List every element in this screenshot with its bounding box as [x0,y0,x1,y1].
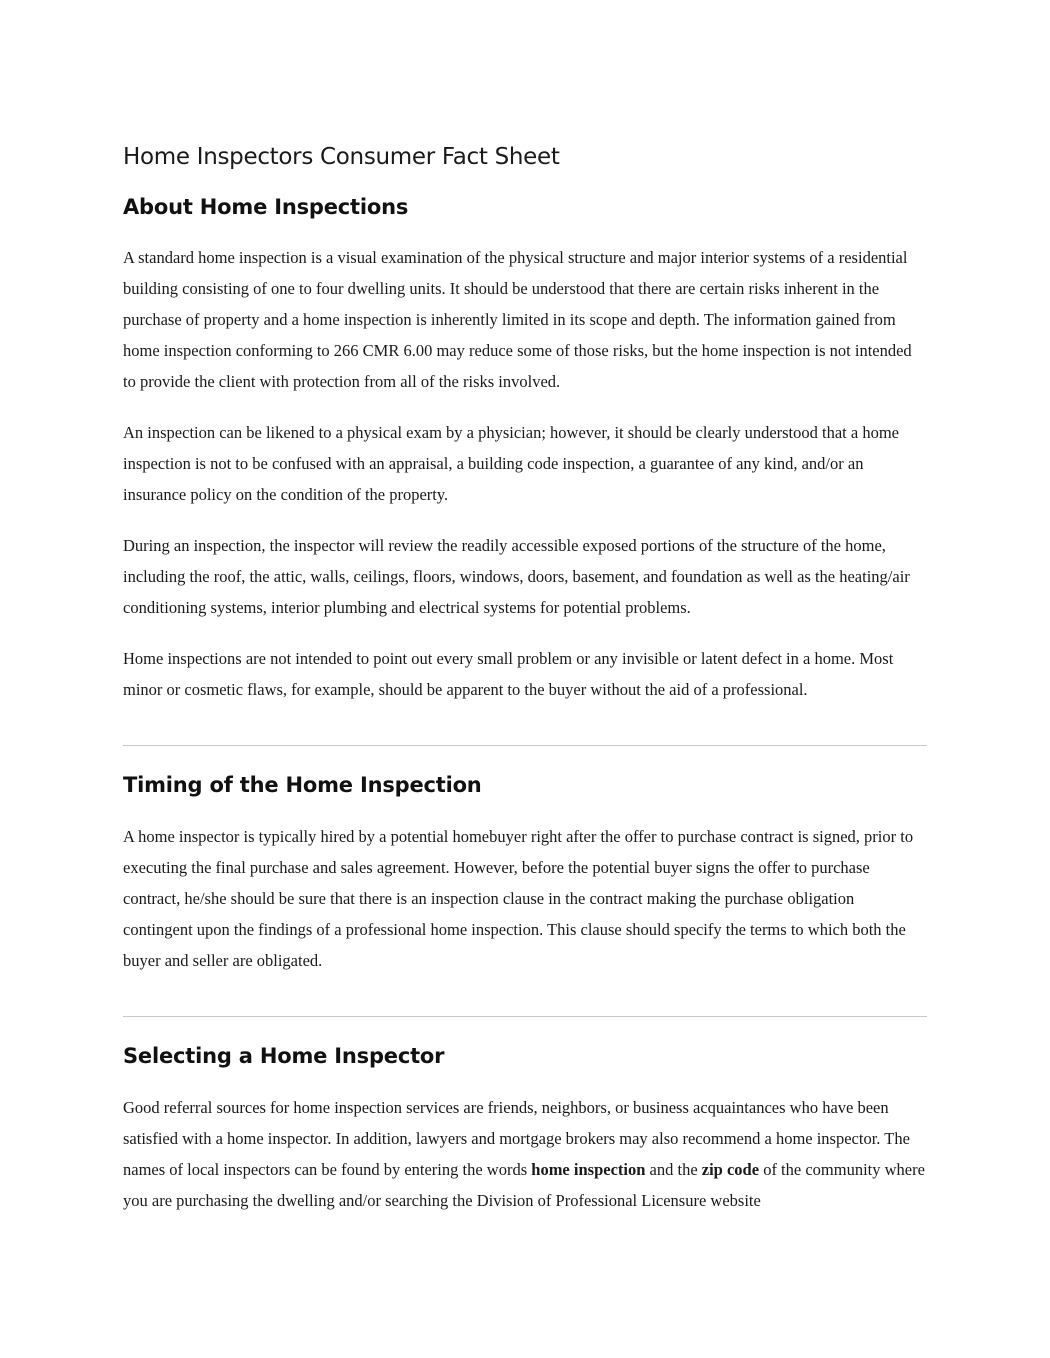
about-paragraph-2: An inspection can be likened to a physical exam by a physician; however, it should be clearly understood that a home inspection is not to be confused with an appraisal, a building code inspection, a guarantee of any kind, and/or an insurance policy on the condition of the property. [123,423,899,504]
timing-paragraph-1: A home inspector is typically hired by a potential homebuyer right after the offer to purchase contract is signed, prior to executing the final purchase and sales agreement. However, before the potential buyer signs the offer to purchase contract, he/she should be sure that there is an inspection clause in the contract making the purchase obligation contingent upon the findings of a professional home inspection. This clause should specify the terms to which both the buyer and seller are obligated. [123,827,914,970]
section-heading-selecting: Selecting a Home Inspector [123,1044,445,1068]
selecting-text-part-2: and the [645,1160,702,1179]
bold-term-zip-code: zip code [701,1160,760,1179]
section-heading-timing: Timing of the Home Inspection [123,773,482,797]
selecting-text-part-3: of the community where you are purchasing the dwelling and/or searching the Division of Professional Licensure website [123,1160,925,1210]
about-paragraph-3: During an inspection, the inspector will review the readily accessible exposed portions of the structure of the home, including the roof, the attic, walls, ceilings, floors, windows, doors, basement, and foundation as well as the heating/air conditioning systems, interior plumbing and electrical systems for potential problems. [123,536,910,617]
section-divider [123,1016,927,1017]
document-title: Home Inspectors Consumer Fact Sheet [123,144,560,170]
selecting-text-part-1: Good referral sources for home inspection services are friends, neighbors, or business acquaintances who have been satisfied with a home inspector. In addition, lawyers and mortgage brokers may also recommend a home inspector. The names of local inspectors can be found by entering the words [123,1098,910,1179]
section-divider [123,745,927,746]
section-heading-about: About Home Inspections [123,195,409,219]
document-page [123,140,927,1216]
selecting-paragraph-1 [123,1092,927,1216]
about-paragraph-4: Home inspections are not intended to point out every small problem or any invisible or latent defect in a home. Most minor or cosmetic flaws, for example, should be apparent to the buyer without the aid of a professional. [123,649,894,699]
bold-term-home-inspection: home inspection [531,1160,646,1179]
about-paragraph-1: A standard home inspection is a visual examination of the physical structure and major interior systems of a residential building consisting of one to four dwelling units. It should be understood that there are certain risks inherent in the purchase of property and a home inspection is inherently limited in its scope and depth. The information gained from home inspection conforming to 266 CMR 6.00 may reduce some of those risks, but the home inspection is not intended to provide the client with protection from all of the risks involved. [123,248,912,391]
